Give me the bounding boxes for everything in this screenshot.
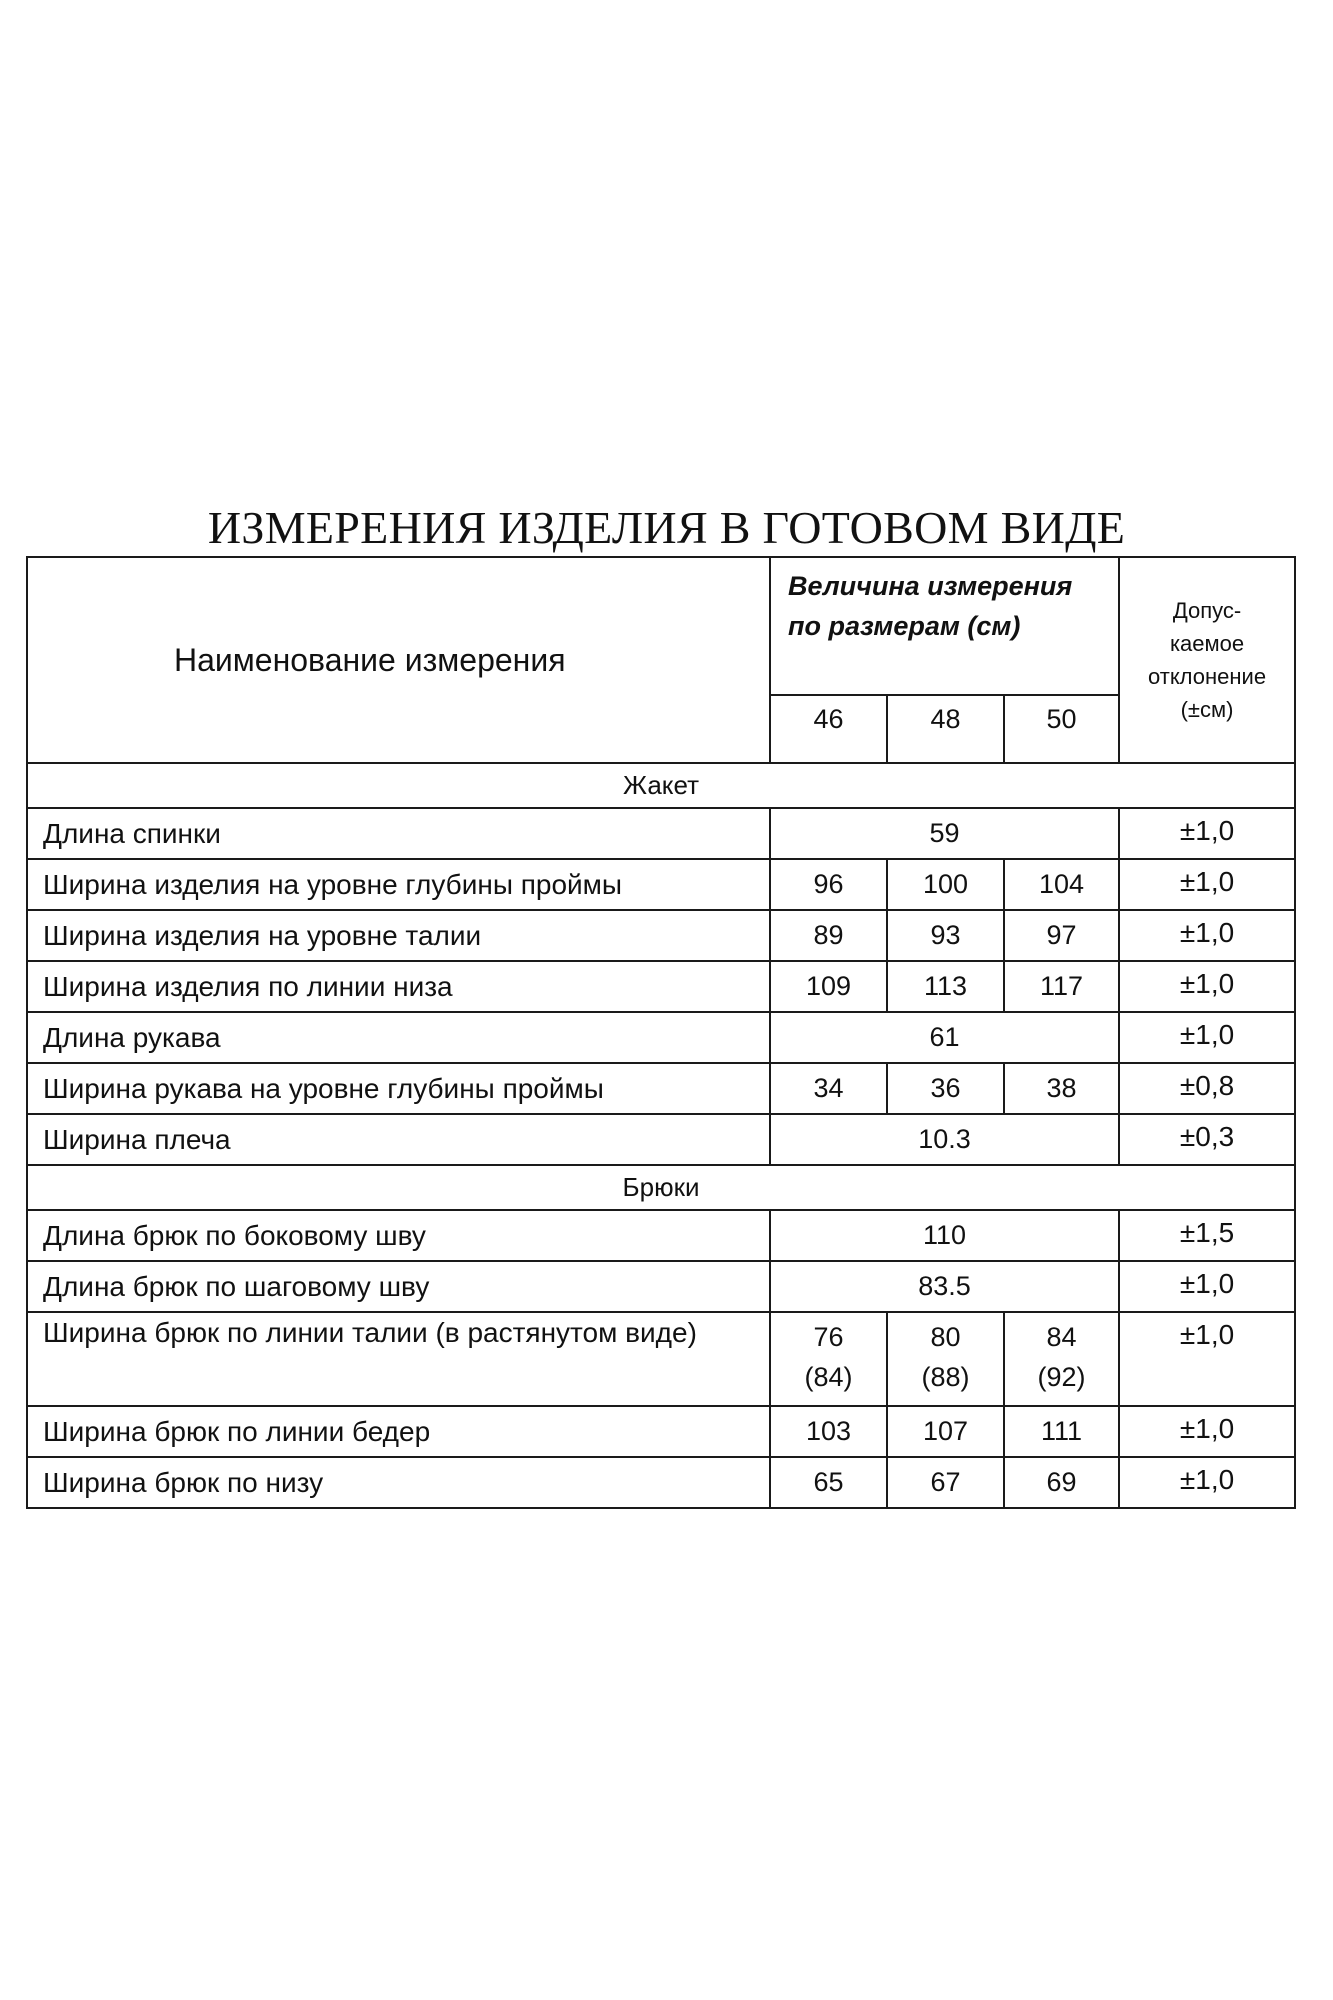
measurement-value-size-48: [887, 910, 1004, 961]
tolerance-value: ±1,0: [1119, 961, 1295, 1012]
measurement-name: Ширина брюк по линии бедер: [27, 1406, 770, 1457]
value-main: 34: [813, 1073, 844, 1103]
tolerance-value: ±1,0: [1119, 1312, 1295, 1406]
measurement-name: Длина рукава: [27, 1012, 770, 1063]
measurement-name: Ширина изделия на уровне талии: [27, 910, 770, 961]
measurement-name: Ширина брюк по линии талии (в растянутом виде): [27, 1312, 770, 1406]
value-main: 67: [930, 1467, 961, 1497]
measurement-value-size-46: [770, 910, 887, 961]
section-row: [27, 763, 1295, 808]
measurement-value-all-sizes: 110: [770, 1210, 1119, 1261]
value-main: 96: [813, 869, 844, 899]
value-main: 111: [1040, 1416, 1083, 1446]
value-stretched: (92): [1037, 1362, 1086, 1392]
header-measurement-name: Наименование измерения: [27, 557, 770, 763]
measurement-value-all-sizes: 59: [770, 808, 1119, 859]
value-main: 93: [930, 920, 961, 950]
measurement-value-size-46: [770, 1063, 887, 1114]
measurement-value-size-50: [1004, 1457, 1119, 1508]
measurement-name: Ширина брюк по низу: [27, 1457, 770, 1508]
value-main: 97: [1046, 920, 1077, 950]
value-main: 69: [1046, 1467, 1077, 1497]
measurement-value-size-48: [887, 1063, 1004, 1114]
value-main: 107: [922, 1416, 969, 1446]
table-row: [27, 1261, 1295, 1312]
measurement-value-size-46: [770, 859, 887, 910]
measurement-value-size-46: [770, 961, 887, 1012]
measurement-name: Ширина изделия на уровне глубины проймы: [27, 859, 770, 910]
section-title: Брюки: [27, 1165, 1295, 1210]
size-header-46: 46: [770, 695, 887, 763]
tolerance-value: ±1,0: [1119, 859, 1295, 910]
measurement-value-size-46: [770, 1312, 887, 1406]
value-main: 100: [922, 869, 969, 899]
tolerance-value: ±1,5: [1119, 1210, 1295, 1261]
section-row: [27, 1165, 1295, 1210]
tolerance-value: ±1,0: [1119, 1012, 1295, 1063]
table-row: [27, 961, 1295, 1012]
header-value-line2: по размерам (см): [788, 611, 1021, 641]
tolerance-value: ±0,8: [1119, 1063, 1295, 1114]
measurement-value-all-sizes: 61: [770, 1012, 1119, 1063]
value-main: 103: [805, 1416, 852, 1446]
measurement-value-size-46: [770, 1457, 887, 1508]
size-header-50: 50: [1004, 695, 1119, 763]
header-tolerance-line1: Допус-: [1172, 598, 1242, 623]
tolerance-value: ±1,0: [1119, 1457, 1295, 1508]
measurement-value-size-48: [887, 1457, 1004, 1508]
value-main: 89: [813, 920, 844, 950]
tolerance-value: ±1,0: [1119, 808, 1295, 859]
table-row: [27, 1012, 1295, 1063]
measurement-name: Ширина плеча: [27, 1114, 770, 1165]
section-title: Жакет: [27, 763, 1295, 808]
table-row: [27, 910, 1295, 961]
table-row: [27, 1114, 1295, 1165]
value-main: 117: [1039, 971, 1084, 1001]
measurement-name: Ширина рукава на уровне глубины проймы: [27, 1063, 770, 1114]
measurement-value-all-sizes: 10.3: [770, 1114, 1119, 1165]
header-tolerance: [1119, 557, 1295, 763]
measurement-value-size-50: [1004, 1063, 1119, 1114]
value-main: 109: [805, 971, 852, 1001]
table-row: [27, 808, 1295, 859]
tolerance-value: ±0,3: [1119, 1114, 1295, 1165]
measurement-value-size-48: [887, 961, 1004, 1012]
table-row: [27, 1312, 1295, 1406]
measurement-value-size-50: [1004, 961, 1119, 1012]
measurement-value-size-48: [887, 1312, 1004, 1406]
tolerance-value: ±1,0: [1119, 1406, 1295, 1457]
header-tolerance-line2: каемое: [1169, 631, 1245, 656]
value-stretched: (88): [921, 1362, 970, 1392]
value-main: 76: [813, 1322, 844, 1352]
measurement-value-size-50: [1004, 910, 1119, 961]
header-measurement-value: [770, 557, 1119, 695]
measurements-table: [26, 556, 1296, 1509]
table-row: [27, 859, 1295, 910]
header-value-line1: Величина измерения: [788, 571, 1073, 601]
size-header-48: 48: [887, 695, 1004, 763]
tolerance-value: ±1,0: [1119, 1261, 1295, 1312]
measurement-name: Длина спинки: [27, 808, 770, 859]
measurement-name: Длина брюк по шаговому шву: [27, 1261, 770, 1312]
measurement-value-size-48: [887, 859, 1004, 910]
measurement-value-size-48: [887, 1406, 1004, 1457]
table-row: [27, 1210, 1295, 1261]
table-row: [27, 1406, 1295, 1457]
measurement-value-all-sizes: 83.5: [770, 1261, 1119, 1312]
table-row: [27, 1457, 1295, 1508]
value-main: 80: [930, 1322, 961, 1352]
value-main: 36: [930, 1073, 961, 1103]
measurement-name: Длина брюк по боковому шву: [27, 1210, 770, 1261]
value-main: 84: [1046, 1322, 1077, 1352]
value-main: 65: [813, 1467, 844, 1497]
measurement-value-size-50: [1004, 859, 1119, 910]
table-header-row: [27, 557, 1295, 695]
table-row: [27, 1063, 1295, 1114]
value-main: 113: [923, 971, 968, 1001]
tolerance-value: ±1,0: [1119, 910, 1295, 961]
value-stretched: (84): [804, 1362, 853, 1392]
measurement-value-size-50: [1004, 1406, 1119, 1457]
page-title: ИЗМЕРЕНИЯ ИЗДЕЛИЯ В ГОТОВОМ ВИДЕ: [207, 502, 1126, 553]
measurement-name: Ширина изделия по линии низа: [27, 961, 770, 1012]
measurement-value-size-50: [1004, 1312, 1119, 1406]
value-main: 104: [1038, 869, 1085, 899]
header-tolerance-line3: отклонение: [1147, 664, 1267, 689]
measurement-value-size-46: [770, 1406, 887, 1457]
header-tolerance-line4: (±см): [1180, 697, 1234, 722]
value-main: 38: [1046, 1073, 1077, 1103]
